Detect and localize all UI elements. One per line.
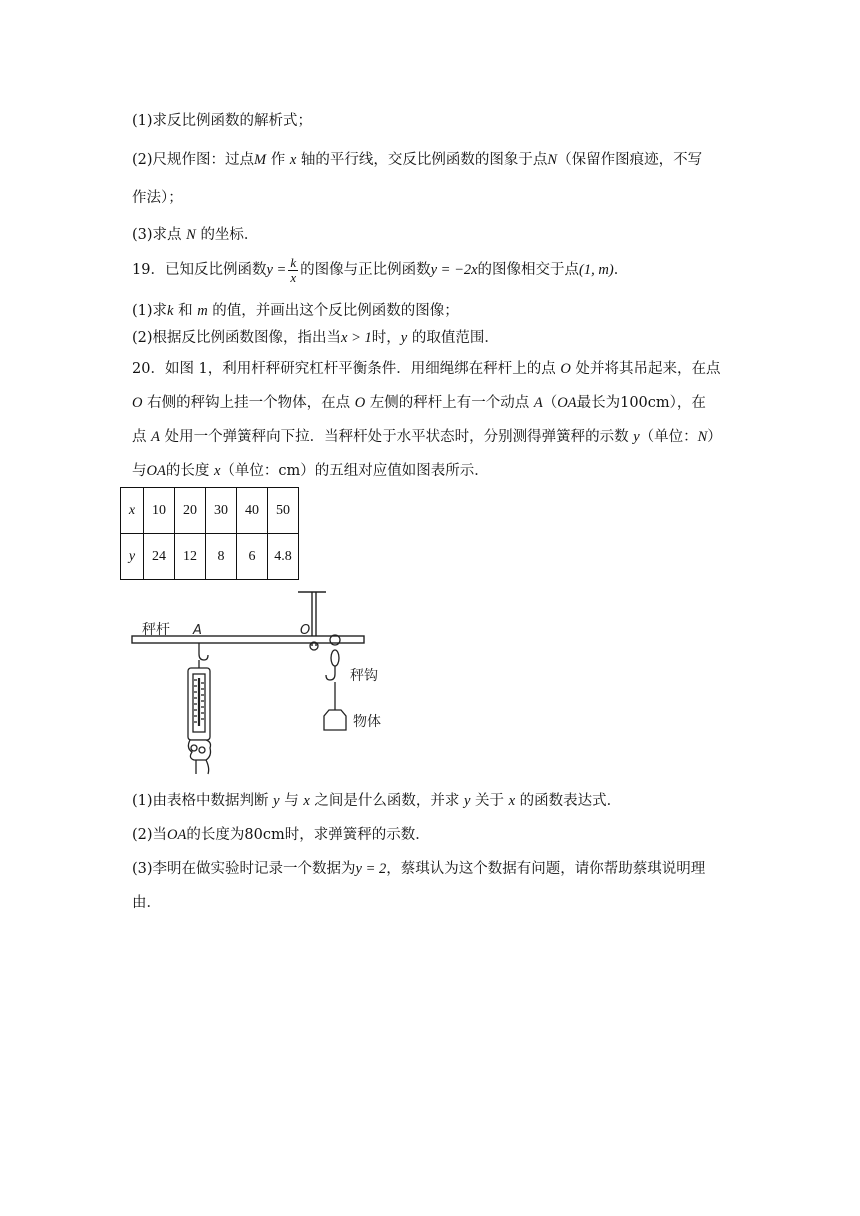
q20-part3-c: 由． <box>132 895 161 911</box>
q20-part1-y2: y <box>463 793 471 809</box>
q19-frac-num: k <box>290 254 297 270</box>
q20-l2-A: A <box>533 395 543 411</box>
table-cell: 24 <box>144 534 175 580</box>
q20-part2-a: (2)当 <box>132 827 168 843</box>
q19-part1-c: 的值，并画出这个反比例函数的图像； <box>212 303 459 319</box>
q20-part2-OA: OA <box>167 827 187 843</box>
q20-l4-cm: cm <box>278 463 301 479</box>
q20-line3 <box>132 427 722 447</box>
q20-l2-O: O <box>132 395 143 411</box>
q20-l4-a: 与 <box>132 463 147 479</box>
q19-part2-a: (2)根据反比例函数图像，指出当 <box>132 330 342 346</box>
q20-part3-eq: y = 2 <box>355 861 387 877</box>
q18-part1-text: (1)求反比例函数的解析式； <box>132 113 313 129</box>
q19-fraction <box>288 256 298 285</box>
q20-l2-d: 最长为 <box>576 395 621 411</box>
q20-l2-e: ），在 <box>669 395 706 411</box>
q19-part2-c: 的取值范围． <box>411 330 499 346</box>
q20-part2-b: 的长度为 <box>186 827 245 843</box>
q18-part2-text-e: 作法）； <box>132 190 183 206</box>
q19-point: (1, m) <box>579 262 614 278</box>
q20-l2-b: 左侧的秤杆上有一个动点 <box>369 395 530 411</box>
q20-part3-a: (3)李明在做实验时记录一个数据为 <box>132 861 356 877</box>
q20-part1-y: y <box>273 793 280 809</box>
table-cell: 12 <box>175 534 206 580</box>
q20-l2-a: 右侧的秤钩上挂一个物体，在点 <box>147 395 351 411</box>
hook-icon <box>326 635 340 700</box>
q20-part1-e: 的函数表达式． <box>519 793 622 809</box>
q20-l2-OA: OA <box>557 395 577 411</box>
q20-line2 <box>132 393 706 413</box>
q20-l1-O: O <box>560 361 571 377</box>
q18-part2 <box>132 150 702 170</box>
q20-l3-y: y <box>633 429 640 445</box>
q20-l2-len: 100cm <box>620 395 670 411</box>
q20-part2-c: 时，求弹簧秤的示数． <box>284 827 430 843</box>
q20-part3-b: ，蔡琪认为这个数据有问题，请你帮助蔡琪说明理 <box>386 861 706 877</box>
q18-var-N: N <box>547 152 558 168</box>
steelyard-figure <box>120 588 400 778</box>
q19-var-y: y <box>400 330 408 346</box>
q20-data-table <box>120 487 299 580</box>
q18-part1 <box>132 111 312 131</box>
q19-linear: y = −2x <box>430 262 478 278</box>
q19-var-k: k <box>167 303 174 319</box>
point-A-label: A <box>193 623 202 638</box>
q19-part1-b: 和 <box>178 303 193 319</box>
table-label-y: y <box>121 534 144 580</box>
q19-stem-a: 19．已知反比例函数 <box>132 262 267 278</box>
q20-l1-b: 处并将其吊起来，在点 <box>575 361 721 377</box>
q20-l3-b: 处用一个弹簧秤向下拉．当秤杆处于水平状态时，分别测得弹簧秤的示数 <box>164 429 629 445</box>
q20-part1-x: x <box>303 793 310 809</box>
q20-part1-x2: x <box>508 793 516 809</box>
q20-l3-A: A <box>151 429 160 445</box>
q20-line1 <box>132 359 721 379</box>
q18-part2-text-a: (2)尺规作图：过点 <box>132 152 255 168</box>
q20-l4-OA: OA <box>146 463 166 479</box>
q18-var-x: x <box>289 152 297 168</box>
object-label: 物体 <box>353 714 381 730</box>
table-cell: 20 <box>175 488 206 534</box>
q19-part1 <box>132 301 459 321</box>
q20-l2-O2: O <box>354 395 366 411</box>
object-icon <box>324 710 346 730</box>
q18-part3 <box>132 225 258 245</box>
q18-part2-cont <box>132 188 183 208</box>
q19-stem-c: 的图像相交于点 <box>477 262 580 278</box>
table-cell: 30 <box>206 488 237 534</box>
q19-part2 <box>132 328 499 348</box>
table-cell: 10 <box>144 488 175 534</box>
q20-l4-b: 的长度 <box>165 463 210 479</box>
table-cell: 6 <box>237 534 268 580</box>
q19-var-m: m <box>197 303 208 319</box>
q18-part3-var-N: N <box>186 227 196 243</box>
q20-l4-c: （单位： <box>220 463 279 479</box>
table-cell: 4.8 <box>268 534 299 580</box>
q19-frac-den: x <box>290 269 297 285</box>
q20-line4 <box>132 461 489 481</box>
q20-part1-a: (1)由表格中数据判断 <box>132 793 269 809</box>
q20-part1 <box>132 791 621 811</box>
table-row-y <box>121 534 299 580</box>
q20-l3-N: N <box>697 429 708 445</box>
table-label-x: x <box>121 488 144 534</box>
q20-l3-a: 点 <box>132 429 147 445</box>
q19-cond: x > 1 <box>341 330 372 346</box>
q18-part2-text-d: （保留作图痕迹，不写 <box>557 152 703 168</box>
q20-part3-cont <box>132 893 161 913</box>
q18-part2-text-c: 轴的平行线，交反比例函数的图象于点 <box>300 152 548 168</box>
q19-stem-b: 的图像与正比例函数 <box>300 262 431 278</box>
point-O-label: O <box>300 623 311 638</box>
q18-part3-text-b: 的坐标． <box>200 227 259 243</box>
hand-icon <box>188 740 210 774</box>
table-cell: 8 <box>206 534 237 580</box>
table-row-x <box>121 488 299 534</box>
q20-l2-c: （ <box>542 395 558 411</box>
q20-part1-d: 关于 <box>475 793 505 809</box>
hook-label: 秤钩 <box>350 668 378 684</box>
q19-part2-b: 时， <box>371 330 401 346</box>
table-cell: 40 <box>237 488 268 534</box>
q20-part2 <box>132 825 430 845</box>
q20-part1-b: 与 <box>284 793 299 809</box>
q18-var-M: M <box>254 152 267 168</box>
spring-scale-icon <box>188 643 210 740</box>
q19-part1-a: (1)求 <box>132 303 168 319</box>
q20-l4-d: ）的五组对应值如图表所示． <box>300 463 489 479</box>
q20-l3-d: ） <box>707 429 722 445</box>
rod-label: 秤杆 <box>142 622 170 638</box>
table-cell: 50 <box>268 488 299 534</box>
q19-stem-d: ． <box>613 262 629 278</box>
q18-part2-text-b: 作 <box>270 152 286 168</box>
q20-part2-len: 80cm <box>244 827 285 843</box>
q20-l4-x: x <box>213 463 221 479</box>
q19-y-eq: y = <box>266 262 287 278</box>
q20-l3-c: （单位： <box>639 429 698 445</box>
q20-part3 <box>132 859 705 879</box>
q20-l1-a: 20．如图 1，利用杆秤研究杠杆平衡条件．用细绳绑在秤杆上的点 <box>132 361 556 377</box>
q18-part3-text-a: (3)求点 <box>132 227 182 243</box>
q19-stem <box>132 253 628 287</box>
q20-part1-c: 之间是什么函数，并求 <box>314 793 460 809</box>
